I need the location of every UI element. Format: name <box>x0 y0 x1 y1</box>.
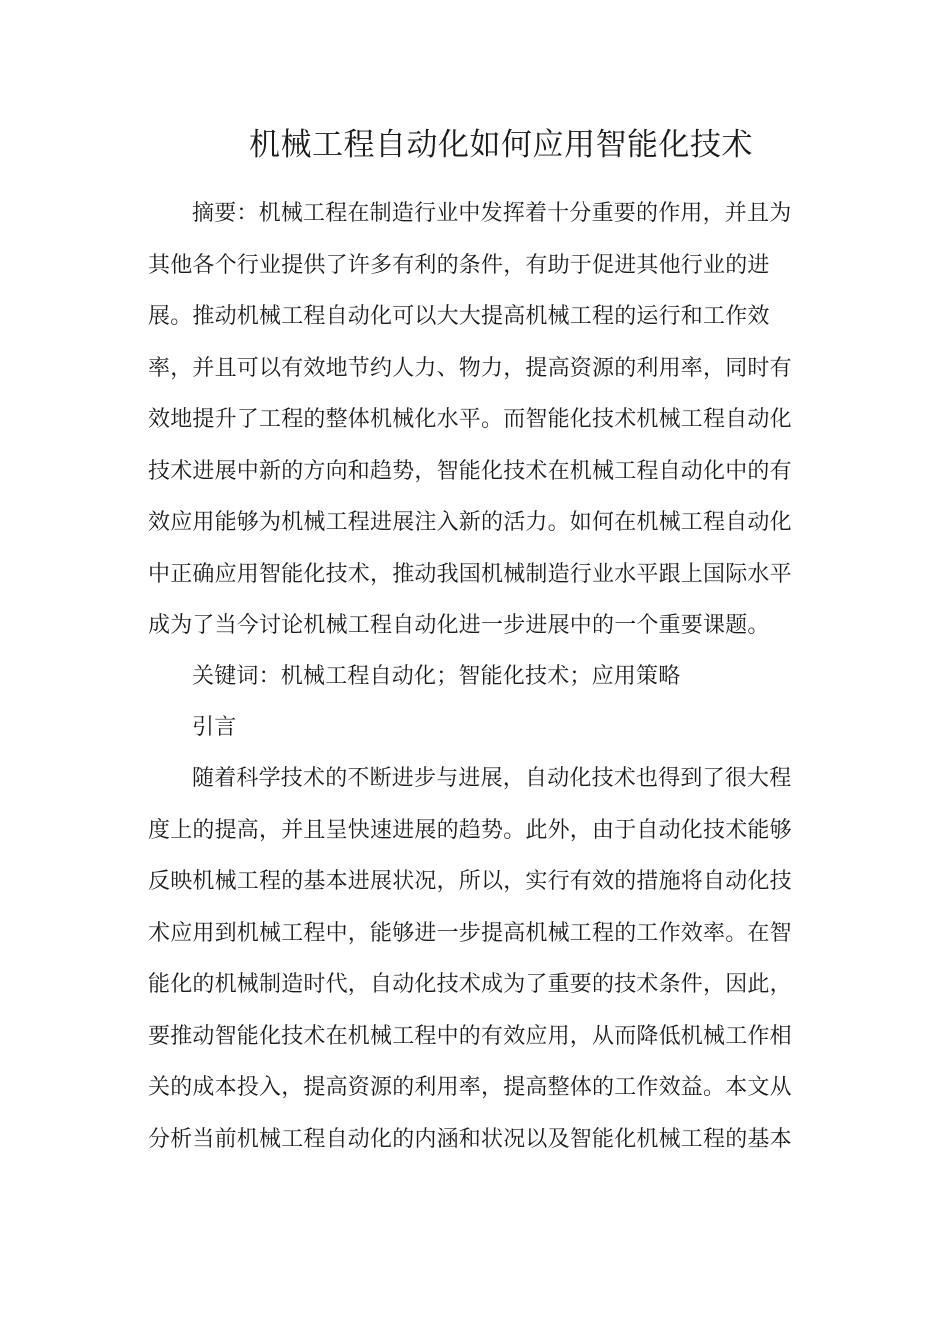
abstract-line: 中正确应用智能化技术，推动我国机械制造行业水平跟上国际水平 <box>148 562 792 587</box>
abstract-line: 展。推动机械工程自动化可以大大提高机械工程的运行和工作效 <box>148 304 770 329</box>
intro-line: 反映机械工程的基本进展状况，所以，实行有效的措施将自动化技 <box>148 869 792 894</box>
abstract-line: 效地提升了工程的整体机械化水平。而智能化技术机械工程自动化 <box>148 407 792 432</box>
abstract-line: 其他各个行业提供了许多有利的条件，有助于促进其他行业的进 <box>148 253 770 278</box>
intro-line: 关的成本投入，提高资源的利用率，提高整体的工作效益。本文从 <box>148 1075 792 1100</box>
abstract-line: 效应用能够为机械工程进展注入新的活力。如何在机械工程自动化 <box>148 510 792 535</box>
keywords-line: 关键词：机械工程自动化；智能化技术；应用策略 <box>192 664 681 689</box>
abstract-line: 成为了当今讨论机械工程自动化进一步进展中的一个重要课题。 <box>148 613 770 638</box>
intro-line: 要推动智能化技术在机械工程中的有效应用，从而降低机械工作相 <box>148 1024 792 1049</box>
intro-line: 术应用到机械工程中，能够进一步提高机械工程的工作效率。在智 <box>148 921 792 946</box>
intro-line: 分析当前机械工程自动化的内涵和状况以及智能化机械工程的基本 <box>148 1127 792 1152</box>
intro-line: 随着科学技术的不断进步与进展，自动化技术也得到了很大程 <box>192 766 792 791</box>
intro-line: 度上的提高，并且呈快速进展的趋势。此外，由于自动化技术能够 <box>148 818 792 843</box>
intro-line: 能化的机械制造时代，自动化技术成为了重要的技术条件，因此， <box>148 972 792 997</box>
abstract-line: 技术进展中新的方向和趋势，智能化技术在机械工程自动化中的有 <box>148 459 792 484</box>
abstract-line: 摘要：机械工程在制造行业中发挥着十分重要的作用，并且为 <box>192 201 792 226</box>
intro-heading: 引言 <box>192 715 237 740</box>
abstract-line: 率，并且可以有效地节约人力、物力，提高资源的利用率，同时有 <box>148 356 792 381</box>
document-title: 机械工程自动化如何应用智能化技术 <box>249 127 753 163</box>
